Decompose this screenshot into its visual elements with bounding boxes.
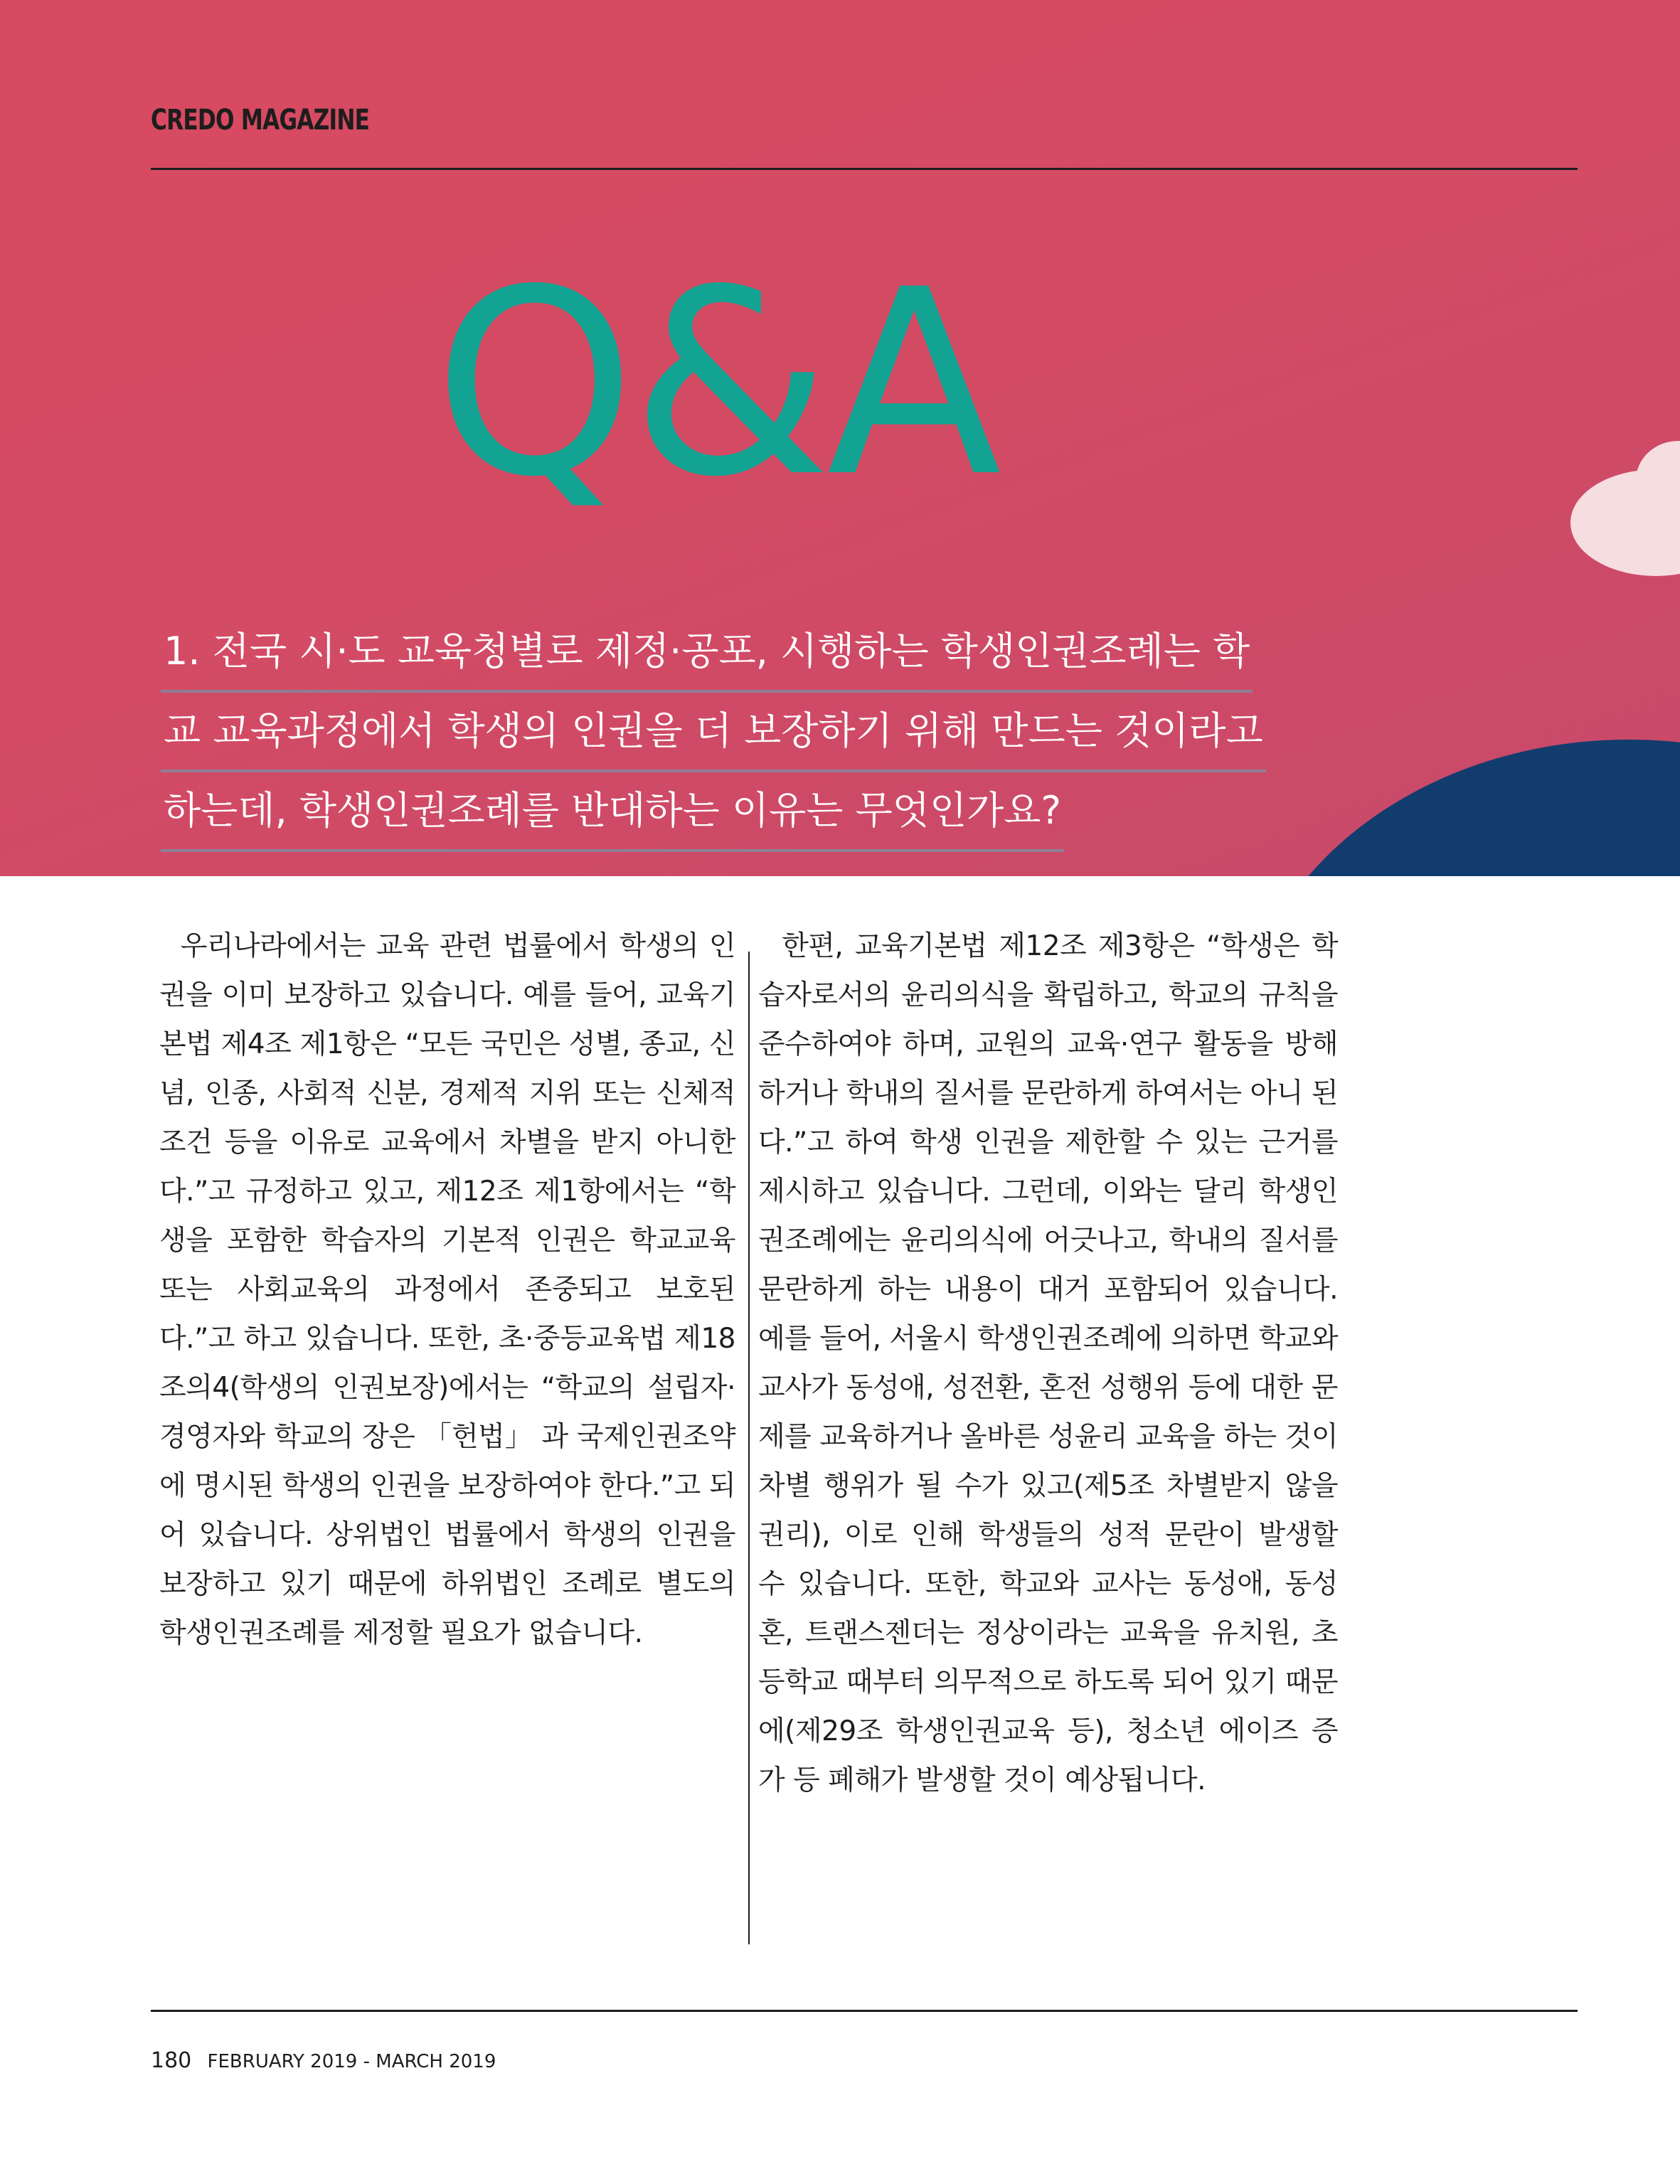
question-line: 교 교육과정에서 학생의 인권을 더 보장하기 위해 만드는 것이라고	[161, 693, 1266, 772]
column-divider	[748, 952, 750, 1944]
hero-banner	[0, 0, 1680, 876]
question-line: 1. 전국 시·도 교육청별로 제정·공포, 시행하는 학생인권조례는 학	[161, 613, 1253, 693]
page-number: 180	[151, 2048, 192, 2073]
page-footer	[151, 2048, 496, 2073]
article-right-column	[758, 922, 1338, 1805]
question-heading	[161, 613, 1341, 852]
question-line: 하는데, 학생인권조례를 반대하는 이유는 무엇인가요?	[161, 772, 1064, 852]
header-rule	[151, 168, 1578, 170]
magazine-title: CREDO MAGAZINE	[151, 104, 370, 137]
footer-rule	[151, 2010, 1578, 2012]
issue-date: FEBRUARY 2019 - MARCH 2019	[207, 2051, 496, 2072]
article-left-column	[159, 922, 735, 1658]
left-column-text: 우리나라에서는 교육 관련 법률에서 학생의 인권을 이미 보장하고 있습니다. 예를 들어, 교육기본법 제4조 제1항은 “모든 국민은 성별, 종교, 신념, 인종, 사회적 신분, 경제적 지위 또는 신체적 조건 등을 이유로 교육에서 차별을 받지 아니한다.”고 규정하고 있고, 제12조 제1항에서는 “학생을 포함한 학습자의 기본적 인권은 학교교육 또는 사회교육의 과정에서 존중되고 보호된다.”고 하고 있습니다. 또한, 초·중등교육법 제18조의4(학생의 인권보장)에서는 “학교의 설립자·경영자와 학교의 장은 「헌법」 과 국제인권조약에 명시된 학생의 인권을 보장하여야 한다.”고 되어 있습니다. 상위법인 법률에서 학생의 인권을 보장하고 있기 때문에 하위법인 조례로 별도의 학생인권조례를 제정할 필요가 없습니다.	[159, 930, 735, 1649]
right-column-text: 한편, 교육기본법 제12조 제3항은 “학생은 학습자로서의 윤리의식을 확립하고, 학교의 규칙을 준수하여야 하며, 교원의 교육·연구 활동을 방해하거나 학내의 질서를 문란하게 하여서는 아니 된다.”고 하여 학생 인권을 제한할 수 있는 근거를 제시하고 있습니다. 그런데, 이와는 달리 학생인권조례에는 윤리의식에 어긋나고, 학내의 질서를 문란하게 하는 내용이 대거 포함되어 있습니다. 예를 들어, 서울시 학생인권조례에 의하면 학교와 교사가 동성애, 성전환, 혼전 성행위 등에 대한 문제를 교육하거나 올바른 성윤리 교육을 하는 것이 차별 행위가 될 수가 있고(제5조 차별받지 않을 권리), 이로 인해 학생들의 성적 문란이 발생할 수 있습니다. 또한, 학교와 교사는 동성애, 동성혼, 트랜스젠더는 정상이라는 교육을 유치원, 초등학교 때부터 의무적으로 하도록 되어 있기 때문에(제29조 학생인권교육 등), 청소년 에이즈 증가 등 폐해가 발생할 것이 예상됩니다.	[758, 930, 1339, 1796]
page-title: Q&A	[434, 235, 998, 533]
